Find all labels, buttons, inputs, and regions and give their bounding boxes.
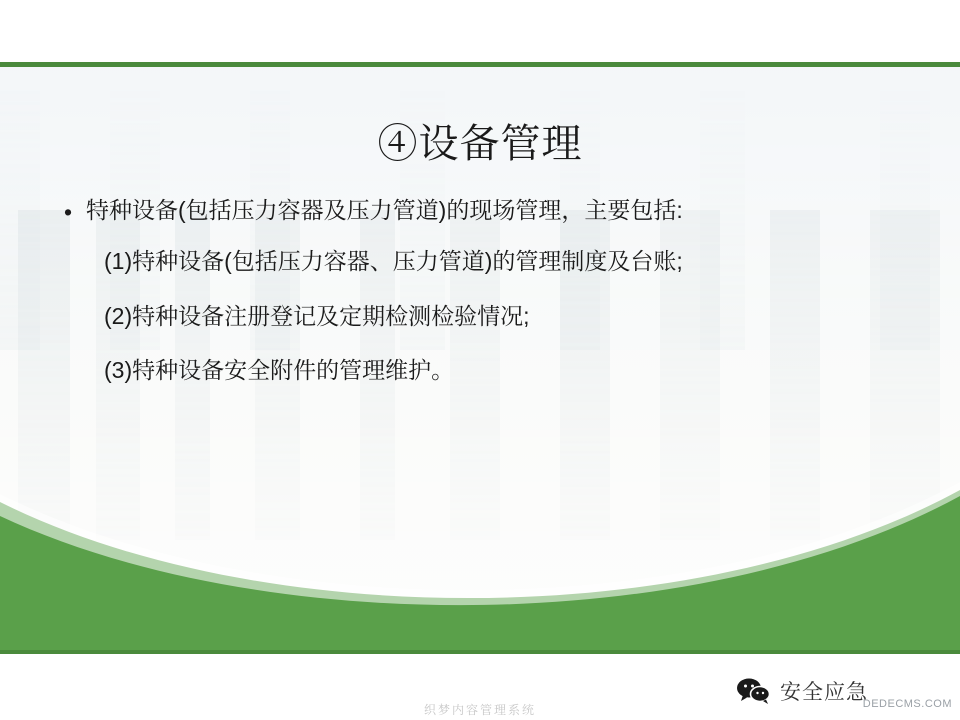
top-white-band xyxy=(0,0,960,62)
watermark-center: 织梦内容管理系统 xyxy=(423,703,537,717)
body-text-list xyxy=(0,196,960,225)
page-title: ④设备管理 xyxy=(377,122,583,166)
wechat-icon xyxy=(736,677,770,705)
sub-item-2: (2)特种设备注册登记及定期检测检验情况; xyxy=(104,302,530,329)
list-item-text: 特种设备(包括压力容器及压力管道)的现场管理，主要包括: xyxy=(86,197,683,223)
footer-account-logo xyxy=(736,676,868,706)
footer-account-name: 安全应急 xyxy=(780,681,868,704)
sub-item-1: (1)特种设备(包括压力容器、压力管道)的管理制度及台账; xyxy=(104,247,683,274)
sub-item-3: (3)特种设备安全附件的管理维护。 xyxy=(104,357,455,384)
bullet-dot-icon: • xyxy=(64,199,73,225)
list-item xyxy=(0,196,960,225)
watermark-right: DEDECMS.COM xyxy=(862,698,952,710)
slide-content xyxy=(0,67,960,467)
